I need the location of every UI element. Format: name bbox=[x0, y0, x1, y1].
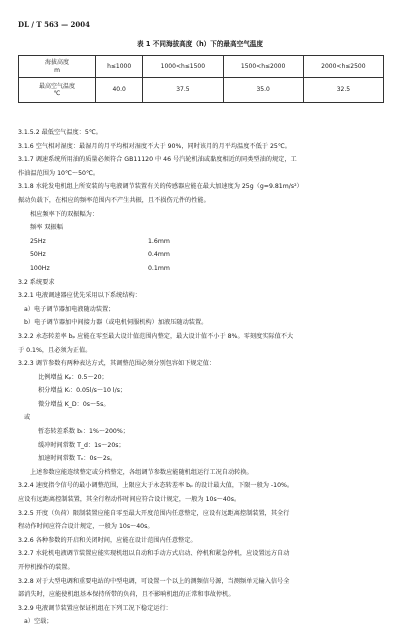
text-line: 3.1.6 空气相对湿度：最湿月的月平均相对湿度不大于 90%，同时该月的月平均温度不低于 25℃。 bbox=[18, 142, 291, 150]
text-line: 3.1.8 水轮发电机组上所安装的与电液调节装置有关的传感器应能在最大加速度为 25g（g=9.81m/s²） bbox=[18, 183, 303, 191]
amplitude-value: 0.1mm bbox=[148, 264, 170, 272]
text-line: 3.2.3 调节参数有两种表达方式，其调整范围必须分别包容如下规定值： bbox=[18, 360, 216, 368]
document-body bbox=[18, 126, 384, 629]
table-cell: 32.5 bbox=[303, 78, 383, 103]
text-line: 于 0.1%，且必须为正值。 bbox=[18, 346, 92, 354]
text-line: 暂态转差系数 bₜ：1%～200%； bbox=[38, 428, 129, 436]
table-row bbox=[19, 78, 384, 103]
document-header: DL / T 563 — 2004 bbox=[18, 20, 91, 29]
altitude-temperature-table bbox=[18, 55, 384, 103]
frequency-row bbox=[18, 262, 384, 276]
text-line: 部消失时，应能使机组基本保持所带的负荷，且不影响机组的正常和事故停机。 bbox=[18, 591, 235, 599]
text-line: 开停机操作的装置。 bbox=[18, 564, 74, 571]
row-label-altitude: 海拔高度 m bbox=[19, 56, 96, 78]
text-line: a）电子调节器加电液随动装置； bbox=[24, 305, 115, 313]
row-label-max-temperature: 最高空气温度 ℃ bbox=[19, 78, 96, 103]
column-header: 1000<h≤1500 bbox=[143, 56, 223, 78]
text-line: 3.1.7 调速系统所用油的质量必须符合 GB11120 中 46 号汽轮机油或黏度相近的同类型油的规定，工 bbox=[18, 156, 297, 164]
text-line: 3.2.9 电液调节装置应保证机组在下列工况下稳定运行： bbox=[18, 604, 172, 612]
text-line: a）空载； bbox=[24, 618, 53, 626]
column-header: 2000<h≤2500 bbox=[303, 56, 383, 78]
text-line: 3.1.5.2 最低空气温度：5℃。 bbox=[18, 129, 102, 136]
text-line: 作油温范围为 10℃～50℃。 bbox=[18, 169, 100, 177]
column-header: h≤1000 bbox=[96, 56, 143, 78]
table-row bbox=[19, 56, 384, 78]
text-line: 应设有远距离控制装置，其全行程动作时间应符合设计规定，一般为 10s～40s。 bbox=[18, 496, 241, 504]
frequency-value: 50Hz bbox=[30, 251, 46, 259]
column-header: 1500<h≤2000 bbox=[223, 56, 303, 78]
text-line: 比例增益 Kₚ：0.5～20； bbox=[38, 373, 108, 381]
text-line: 微分增益 K_D：0s～5s。 bbox=[38, 400, 110, 408]
text-line: b）电子调节器加中间接力器（或电机伺服机构）加液压随动装置。 bbox=[24, 319, 208, 327]
text-line: 程动作时间应符合设计规定，一般为 10s～40s。 bbox=[18, 523, 154, 531]
frequency-row bbox=[18, 248, 384, 262]
table-cell: 35.0 bbox=[223, 78, 303, 103]
table-title: 表 1 不同海拔高度（h）下的最高空气温度 bbox=[137, 40, 263, 48]
text-line: 相应频率下的双振幅为： bbox=[30, 210, 99, 218]
text-line: 3.2.5 开度（负荷）限制装置应能自零至最大开度范围内任意整定，应设有远距离控制装置，其全行 bbox=[18, 509, 290, 517]
text-line: 上述参数应能连续整定或分档整定，各组调节参数应能随机组运行工况自动转换。 bbox=[30, 468, 253, 476]
text-line: 3.2.7 水轮机电液调节装置应能实现机组以自动和手动方式启动、停机和紧急停机，应设置远方自动 bbox=[18, 550, 290, 558]
text-line: 频率 双振幅 bbox=[30, 224, 63, 232]
text-line: 3.2 系统要求 bbox=[18, 278, 55, 286]
frequency-value: 100Hz bbox=[30, 264, 50, 272]
text-line: 缓冲时间常数 T_d：1s～20s； bbox=[38, 441, 125, 449]
text-line: 3.2.6 各种参数的开启和关闭时间，应能在设计范围内任意整定。 bbox=[18, 536, 197, 544]
text-line: 加速时间常数 Tₙ：0s～2s。 bbox=[38, 455, 117, 463]
text-line: 振动负载下，在相应的频率范围内不产生共振，且不损伤元件的性能。 bbox=[18, 196, 210, 204]
table-cell: 40.0 bbox=[96, 78, 143, 103]
text-line: 或 bbox=[24, 414, 31, 422]
frequency-row bbox=[18, 235, 384, 249]
amplitude-value: 1.6mm bbox=[148, 237, 170, 245]
text-line: 3.2.1 电液调速器应优先采用以下系统结构： bbox=[18, 292, 141, 300]
amplitude-value: 0.4mm bbox=[148, 251, 170, 259]
text-line: 积分增益 Kᵢ：0.05l/s～10 l/s； bbox=[38, 387, 127, 395]
text-line: 3.2.4 速度指令信号的最小调整范围，上限应大于永态转差率 bₚ 的设计最大值，下限一般为 -10%。 bbox=[18, 482, 294, 490]
table-cell: 37.5 bbox=[143, 78, 223, 103]
text-line: 3.2.8 对于大型电调和重要电站的中型电调，可设置一个以上的测频信号源，当测频单元输入信号全 bbox=[18, 577, 290, 585]
frequency-value: 25Hz bbox=[30, 237, 46, 245]
text-line: 3.2.2 永态转差率 bₚ 应能在零至最大设计值范围内整定，最大设计值不小于 8%。零刻度实际值不大 bbox=[18, 332, 294, 340]
